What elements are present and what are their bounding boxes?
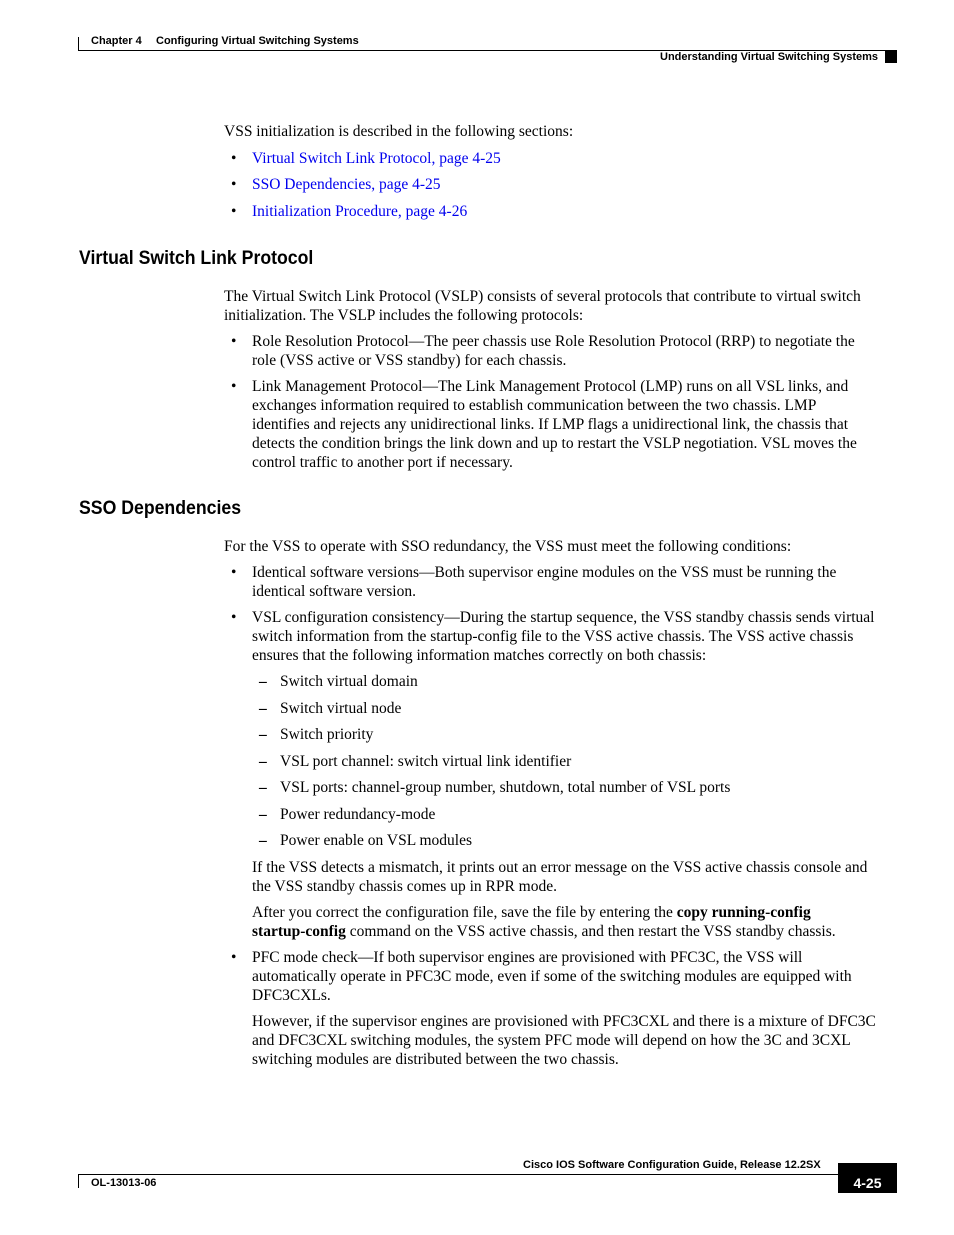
however-line: and DFC3CXL switching modules, the system PFC mode will depend on how the 3C and 3CXL [252, 1032, 851, 1049]
dash-symbol: – [259, 700, 267, 717]
bullet-symbol: • [231, 150, 237, 167]
footer-page-number: 4-25 [853, 1175, 882, 1191]
footer-rule [78, 1174, 838, 1175]
intro-text: VSS initialization is described in the following sections: [224, 123, 574, 140]
sso-bullet-line: DFC3CXLs. [252, 987, 331, 1004]
header-chapter: Chapter 4 [91, 35, 142, 47]
vslp-paragraph-line: The Virtual Switch Link Protocol (VSLP) consists of several protocols that contribute to virtual switch [224, 288, 861, 305]
footer-doc-number: OL-13013-06 [91, 1177, 157, 1189]
link-sso-dependencies[interactable]: SSO Dependencies, page 4-25 [252, 176, 441, 193]
header-section-title: Understanding Virtual Switching Systems [660, 51, 879, 63]
sso-bullet-line: switch information from the startup-config file to the VSS active chassis. The VSS active chassis [252, 628, 854, 645]
link-initialization-procedure[interactable]: Initialization Procedure, page 4-26 [252, 203, 468, 220]
bullet-symbol: • [231, 564, 237, 581]
bullet-symbol: • [231, 609, 237, 626]
sso-bullet-line: PFC mode check—If both supervisor engines are provisioned with PFC3C, the VSS will [252, 949, 803, 966]
dash-item: Power enable on VSL modules [280, 832, 473, 849]
sso-bullet-pfc-mode [252, 948, 912, 1005]
vslp-bullet-line: Link Management Protocol—The Link Management Protocol (LMP) runs on all VSL links, and [252, 378, 849, 395]
vslp-paragraph [224, 287, 904, 325]
command-text: startup-config [252, 923, 346, 940]
dash-symbol: – [259, 753, 267, 770]
link-virtual-switch-link-protocol[interactable]: Virtual Switch Link Protocol, page 4-25 [252, 150, 501, 167]
mismatch-line: the VSS standby chassis comes up in RPR mode. [252, 878, 557, 895]
heading-sso-dependencies: SSO Dependencies [79, 498, 242, 519]
vslp-bullet-line: detects the condition brings the link down and up to restart the VSLP negotiation. VSL moves the [252, 435, 857, 452]
bullet-symbol: • [231, 203, 237, 220]
dash-symbol: – [259, 726, 267, 743]
dash-item: Switch virtual domain [280, 673, 418, 690]
bullet-symbol: • [231, 949, 237, 966]
after-fix-text: After you correct the configuration file, save the file by entering the [252, 904, 677, 921]
however-paragraph [252, 1012, 932, 1069]
vslp-bullet-rrp [252, 332, 912, 370]
header-left-bar [78, 37, 79, 51]
footer-left-bar [78, 1174, 79, 1188]
dash-item: Switch virtual node [280, 700, 402, 717]
mismatch-line: If the VSS detects a mismatch, it prints out an error message on the VSS active chassis console and [252, 859, 868, 876]
vslp-bullet-line: Role Resolution Protocol—The peer chassis use Role Resolution Protocol (RRP) to negotiate the [252, 333, 855, 350]
mismatch-paragraph [252, 858, 932, 896]
vslp-paragraph-line: initialization. The VSLP includes the following protocols: [224, 307, 584, 324]
bullet-symbol: • [231, 333, 237, 350]
dash-item: VSL port channel: switch virtual link identifier [280, 753, 572, 770]
however-line: However, if the supervisor engines are provisioned with PFC3CXL and there is a mixture of DFC3C [252, 1013, 876, 1030]
sso-bullet-line: automatically operate in PFC3C mode, even if some of the switching modules are equipped with [252, 968, 852, 985]
dash-symbol: – [259, 779, 267, 796]
sso-bullet-line: ensures that the following information matches correctly on both chassis: [252, 647, 707, 664]
dash-symbol: – [259, 832, 267, 849]
sso-bullet-line: identical software version. [252, 583, 416, 600]
header-chapter-title: Configuring Virtual Switching Systems [156, 35, 359, 47]
dash-item: Switch priority [280, 726, 374, 743]
dash-symbol: – [259, 806, 267, 823]
vslp-bullet-lmp [252, 377, 912, 472]
dash-item: VSL ports: channel-group number, shutdown, total number of VSL ports [280, 779, 731, 796]
vslp-bullet-line: identifies and rejects any unidirectional links. If LMP flags a unidirectional link, the chassis that [252, 416, 849, 433]
vslp-bullet-line: control traffic to another port if necessary. [252, 454, 513, 471]
bullet-symbol: • [231, 378, 237, 395]
footer-guide-title: Cisco IOS Software Configuration Guide, Release 12.2SX [523, 1159, 821, 1171]
sso-intro: For the VSS to operate with SSO redundancy, the VSS must meet the following conditions: [224, 538, 792, 555]
sso-bullet-line: VSL configuration consistency—During the startup sequence, the VSS standby chassis sends virtual [252, 609, 875, 626]
sso-bullet-vsl-consistency [252, 608, 932, 665]
dash-symbol: – [259, 673, 267, 690]
however-line: switching modules are distributed between the two chassis. [252, 1051, 619, 1068]
bullet-symbol: • [231, 176, 237, 193]
sso-bullet-line: Identical software versions—Both supervisor engine modules on the VSS must be running the [252, 564, 837, 581]
after-fix-text: command on the VSS active chassis, and then restart the VSS standby chassis. [345, 923, 836, 940]
dash-item: Power redundancy-mode [280, 806, 436, 823]
vslp-bullet-line: exchanges information required to establish communication between the two chassis. LMP [252, 397, 817, 414]
after-fix-paragraph [252, 903, 902, 941]
heading-virtual-switch-link-protocol: Virtual Switch Link Protocol [79, 248, 314, 269]
header-black-box [885, 51, 897, 63]
command-text: copy running-config [676, 904, 811, 921]
vslp-bullet-line: role (VSS active or VSS standby) for each chassis. [252, 352, 567, 369]
sso-bullet-software-versions [252, 563, 912, 601]
